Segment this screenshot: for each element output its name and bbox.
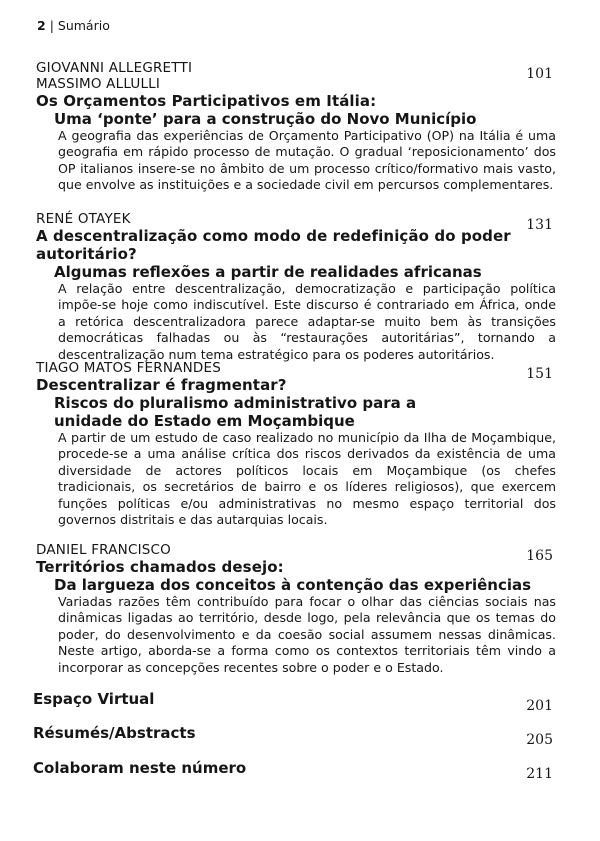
page-ref[interactable]: 165	[526, 548, 553, 564]
article-abstract: A partir de um estudo de caso realizado no município da Ilha de Moçambique, procede-se a uma análise crítica dos riscos derivados da existência de uma diversidade de actores políticos locais em Moçambique (os chefes tradicionais, os secretários de bairro e os líderes religiosos), que exercem funções políticas e/ou administrativas no mesmo espaço territorial dos governos distritais e das autarquias locais.	[58, 430, 556, 528]
article-subtitle: Riscos do pluralismo administrativo para a unidade do Estado em Moçambique	[54, 394, 417, 430]
page-ref[interactable]: 131	[526, 217, 553, 233]
article-subtitle: Algumas reflexões a partir de realidades africanas	[54, 263, 482, 281]
article-title[interactable]: Os Orçamentos Participativos em Itália:	[36, 92, 377, 110]
author-name: TIAGO MATOS FERNANDES	[36, 360, 221, 376]
article-subtitle: Da largueza dos conceitos à contenção das experiências	[54, 576, 532, 594]
header-separator: |	[49, 18, 54, 33]
author-name: RENÉ OTAYEK	[36, 211, 131, 227]
article-title[interactable]: A descentralização como modo de redefinição do poder autoritário?	[36, 227, 511, 263]
article-title[interactable]: Territórios chamados desejo:	[36, 558, 284, 576]
article-subtitle: Uma ‘ponte’ para a construção do Novo Município	[54, 110, 477, 128]
page-ref[interactable]: 211	[526, 766, 553, 782]
page-ref[interactable]: 151	[526, 366, 553, 382]
section-title-colaboram[interactable]: Colaboram neste número	[33, 759, 247, 777]
author-name: DANIEL FRANCISCO	[36, 542, 171, 558]
toc-entry	[36, 60, 556, 194]
article-abstract: Variadas razões têm contribuído para focar o olhar das ciências sociais nas dinâmicas ligadas ao território, desde logo, pela relevância que os temas do poder, do desenvolvimento e da coesão social assumem nessas dinâmicas. Neste artigo, aborda-se a forma como os contextos territoriais têm vindo a incorporar as concepções recentes sobre o poder e o Estado.	[58, 594, 556, 675]
page-number: 2	[37, 18, 46, 33]
toc-entry	[36, 360, 556, 528]
page-ref[interactable]: 201	[526, 698, 553, 714]
section-title-resumes-abstracts[interactable]: Résumés/Abstracts	[33, 724, 196, 742]
author-name: MASSIMO ALLULLI	[36, 76, 161, 92]
header-label: Sumário	[57, 18, 110, 33]
running-header	[37, 18, 110, 33]
article-abstract: A geografia das experiências de Orçamento Participativo (OP) na Itália é uma geografia em rápido processo de mutação. O gradual ‘reposicionamento’ dos OP italianos insere-se no âmbito de um processo crítico/formativo mais vasto, que envolve as instituições e a sociedade civil em percursos complementares.	[58, 128, 556, 193]
section-title-espaco-virtual[interactable]: Espaço Virtual	[33, 690, 155, 708]
toc-entry	[36, 211, 556, 363]
page-ref[interactable]: 101	[526, 66, 553, 82]
author-name: GIOVANNI ALLEGRETTI	[36, 60, 193, 76]
article-title[interactable]: Descentralizar é fragmentar?	[36, 376, 287, 394]
article-abstract: A relação entre descentralização, democratização e participação política impõe-se hoje como indiscutível. Este discurso é contrariado em África, onde a retórica descentralizadora parece adaptar-se muito bem às transições democráticas falhadas ou às “restaurações autoritárias”, tornando a descentralização num tema estratégico para os poderes autoritários.	[58, 281, 556, 362]
toc-entry	[36, 542, 556, 676]
page-ref[interactable]: 205	[526, 732, 553, 748]
